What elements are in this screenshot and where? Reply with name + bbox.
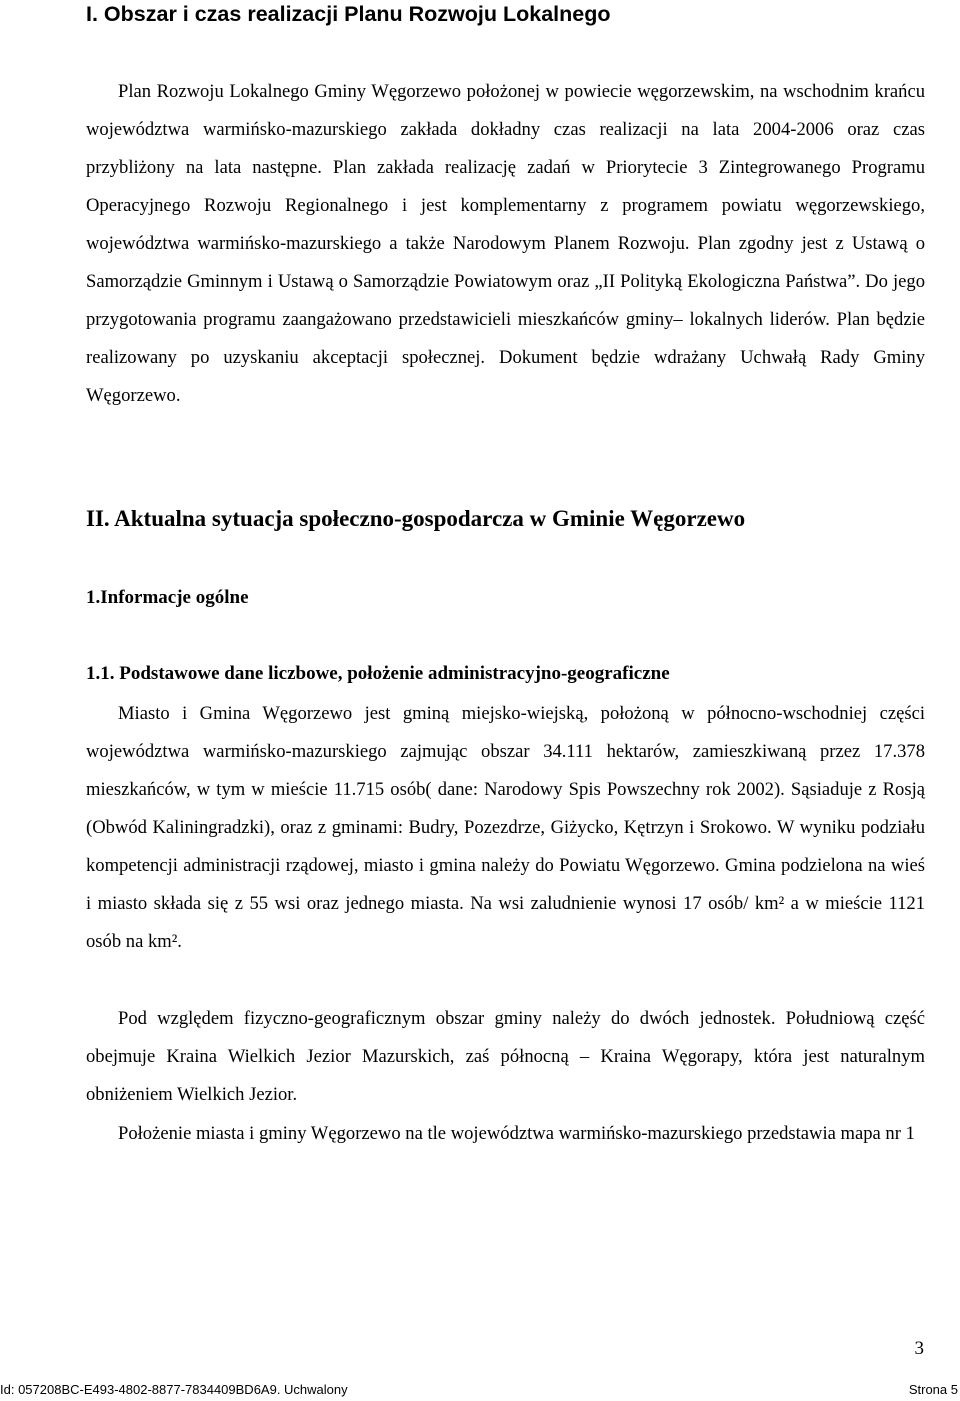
footer-page-label: Strona 5 bbox=[908, 1382, 958, 1397]
page-number: 3 bbox=[914, 1338, 924, 1359]
subsection-heading: 1.Informacje ogólne bbox=[86, 587, 249, 608]
paragraph-geography: Pod względem fizyczno-geograficznym obszar gminy należy do dwóch jednostek. Południową część obejmuje Kraina Wielkich Jezior Mazurskich, zaś północną – Kraina Węgorapy, która jest naturalnym obniżeniem Wielkich Jezior. bbox=[86, 1008, 925, 1105]
footer-document-id: Id: 057208BC-E493-4802-8877-7834409BD6A9. Uchwalony bbox=[0, 1382, 348, 1397]
section-2-heading: II. Aktualna sytuacja społeczno-gospodarcza w Gminie Węgorzewo bbox=[86, 506, 746, 531]
paragraph-location-data: Miasto i Gmina Węgorzewo jest gminą miejsko-wiejską, położoną w północno-wschodniej części województwa warmińsko-mazurskiego zajmując obszar 34.111 hektarów, zamieszkiwaną przez 17.378 mieszkańców, w tym w mieście 11.715 osób( dane: Narodowy Spis Powszechny rok 2002). Sąsiaduje z Rosją (Obwód Kaliningradzki), oraz z gminami: Budry, Pozezdrze, Giżycko, Kętrzyn i Srokowo. W wyniku podziału kompetencji administracji rządowej, miasto i gmina należy do Powiatu Węgorzewo. Gmina podzielona na wieś i miasto składa się z 55 wsi oraz jednego miasta. Na wsi zaludnienie wynosi 17 osób/ km² a w mieście 1121 osób na km². bbox=[86, 703, 925, 952]
subsubsection-heading: 1.1. Podstawowe dane liczbowe, położenie administracyjno-geograficzne bbox=[86, 663, 670, 684]
paragraph-map-reference: Położenie miasta i gminy Węgorzewo na tle województwa warmińsko-mazurskiego przedstawia mapa nr 1 bbox=[118, 1123, 915, 1144]
section-1-heading: I. Obszar i czas realizacji Planu Rozwoju Lokalnego bbox=[86, 2, 611, 26]
section-1-paragraph: Plan Rozwoju Lokalnego Gminy Węgorzewo położonej w powiecie węgorzewskim, na wschodnim krańcu województwa warmińsko-mazurskiego zakłada dokładny czas realizacji na lata 2004-2006 oraz czas przybliżony na lata następne. Plan zakłada realizację zadań w Priorytecie 3 Zintegrowanego Programu Operacyjnego Rozwoju Regionalnego i jest komplementarny z programem powiatu węgorzewskiego, województwa warmińsko-mazurskiego a także Narodowym Planem Rozwoju. Plan zgodny jest z Ustawą o Samorządzie Gminnym i Ustawą o Samorządzie Powiatowym oraz „II Polityką Ekologiczna Państwa”. Do jego przygotowania programu zaangażowano przedstawicieli mieszkańców gminy– lokalnych liderów. Plan będzie realizowany po uzyskaniu akceptacji społecznej. Dokument będzie wdrażany Uchwałą Rady Gminy Węgorzewo. bbox=[86, 81, 925, 406]
